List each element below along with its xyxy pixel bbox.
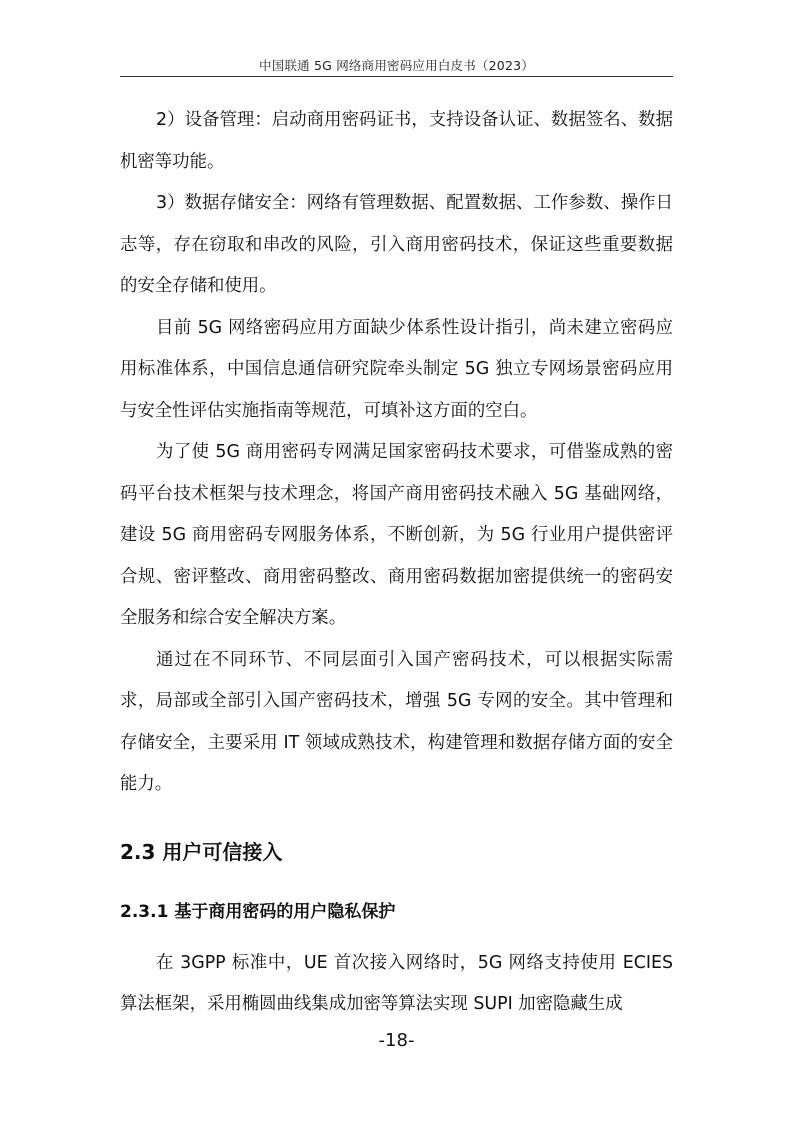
running-header: 中国联通 5G 网络商用密码应用白皮书（2023） bbox=[259, 58, 534, 73]
document-body bbox=[120, 100, 673, 1026]
subsection-heading: 2.3.1 基于商用密码的用户隐私保护 bbox=[120, 901, 396, 922]
page-number: -18- bbox=[378, 1030, 415, 1051]
paragraph-standards-gap: 目前 5G 网络密码应用方面缺少体系性设计指引，尚未建立密码应用标准体系，中国信息通信研究院牵头制定 5G 独立专网场景密码应用与安全性评估实施指南等规范，可填补这方面的空白。 bbox=[120, 317, 673, 421]
paragraph-commercial-crypto-network: 为了使 5G 商用密码专网满足国家密码技术要求，可借鉴成熟的密码平台技术框架与技术理念，将国产商用密码技术融入 5G 基础网络，建设 5G 商用密码专网服务体系，不断创新，为 5G 行业用户提供密评合规、密评整改、商用密码整改、商用密码数据加密提供统一的密码安全服务和综合安全解决方案。 bbox=[120, 442, 673, 628]
paragraph-3gpp-ecies: 在 3GPP 标准中，UE 首次接入网络时，5G 网络支持使用 ECIES 算法框架，采用椭圆曲线集成加密等算法实现 SUPI 加密隐藏生成 bbox=[120, 952, 673, 1014]
paragraph-domestic-crypto: 通过在不同环节、不同层面引入国产密码技术，可以根据实际需求，局部或全部引入国产密码技术，增强 5G 专网的安全。其中管理和存储安全，主要采用 IT 领域成熟技术，构建管理和数据存储方面的安全能力。 bbox=[120, 649, 673, 794]
paragraph-data-storage-security: 3）数据存储安全：网络有管理数据、配置数据、工作参数、操作日志等，存在窃取和串改的风险，引入商用密码技术，保证这些重要数据的安全存储和使用。 bbox=[120, 193, 673, 296]
section-heading: 2.3 用户可信接入 bbox=[120, 839, 283, 864]
header-rule bbox=[120, 76, 673, 77]
paragraph-device-management: 2）设备管理：启动商用密码证书，支持设备认证、数据签名、数据机密等功能。 bbox=[120, 110, 673, 172]
